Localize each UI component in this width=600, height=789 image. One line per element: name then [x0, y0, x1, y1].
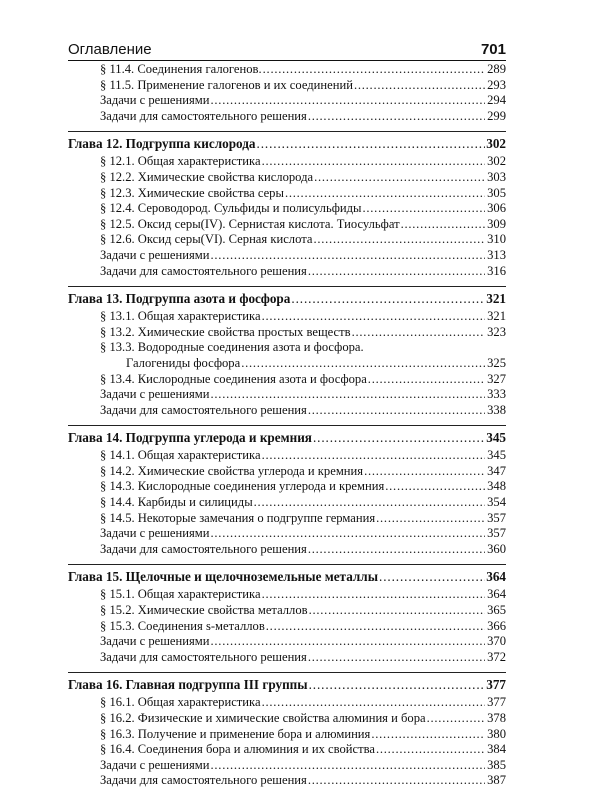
toc-section-entry [68, 448, 506, 464]
toc-entry-page: 333 [487, 387, 506, 402]
toc-entry-label: Глава 16. Главная подгруппа III группы [68, 677, 308, 693]
toc-entry-page: 327 [487, 371, 506, 386]
toc-entry-page: 384 [487, 742, 506, 757]
toc-entry-page: 345 [486, 430, 506, 446]
dot-leader [211, 93, 485, 109]
dot-leader [308, 264, 485, 280]
toc-entry-label: § 13.4. Кислородные соединения азота и фосфора [100, 371, 367, 386]
toc-entry-page: 321 [487, 309, 506, 324]
toc-section-entry [68, 325, 506, 341]
toc-entry-label: Глава 15. Щелочные и щелочноземельные металлы [68, 569, 379, 585]
dot-leader [211, 526, 485, 542]
toc-entry-label: § 12.5. Оксид серы(IV). Сернистая кислота. Тиосульфат [100, 216, 400, 231]
toc-entry-label: § 14.1. Общая характеристика [100, 448, 261, 463]
toc-entry-page: 321 [486, 291, 506, 307]
toc-section-entry [68, 340, 506, 356]
toc-section-entry [68, 201, 506, 217]
toc-entry-label: § 14.3. Кислородные соединения углерода и кремния [100, 479, 385, 494]
toc-entry-page: 293 [487, 77, 506, 92]
toc-section-entry [68, 773, 506, 789]
toc-entry-page: 364 [487, 587, 506, 602]
dot-leader [262, 154, 485, 170]
toc-entry-page: 289 [487, 62, 506, 76]
dot-leader [262, 695, 485, 711]
toc-entry-page: 366 [487, 618, 506, 633]
toc-section-entry [68, 93, 506, 109]
dot-leader [313, 428, 485, 448]
toc-entry-page: 365 [487, 603, 506, 618]
toc-section-entry [68, 356, 506, 372]
dot-leader [313, 232, 485, 248]
toc-entry-page: 302 [486, 136, 506, 152]
toc-entry-label: Задачи для самостоятельного решения [100, 263, 307, 278]
toc-entry-label: § 16.1. Общая характеристика [100, 695, 261, 710]
toc-entry-page: 370 [487, 634, 506, 649]
toc-chapter-entry [68, 564, 506, 587]
toc-entry-label: § 14.2. Химические свойства углерода и кремния [100, 463, 364, 478]
toc-section-entry [68, 170, 506, 186]
toc-entry-page: 303 [487, 169, 506, 184]
toc-section-entry [68, 403, 506, 419]
dot-leader [211, 634, 485, 650]
dot-leader [308, 650, 485, 666]
toc-entry-label: § 15.1. Общая характеристика [100, 587, 261, 602]
toc-entry-label: § 14.5. Некоторые замечания о подгруппе германия [100, 510, 376, 525]
toc-entry-page: 385 [487, 757, 506, 772]
toc-section-entry [68, 372, 506, 388]
dot-leader [262, 587, 485, 603]
toc-entry-page: 302 [487, 154, 506, 169]
toc-entry-label: Глава 12. Подгруппа кислорода [68, 136, 256, 152]
toc-section-entry [68, 309, 506, 325]
toc-entry-page: 325 [487, 355, 506, 370]
toc-entry-label: § 13.1. Общая характеристика [100, 309, 261, 324]
toc-entry-page: 357 [487, 510, 506, 525]
toc-section-entry [68, 542, 506, 558]
header-title: Оглавление [68, 41, 152, 58]
toc-chapter-entry [68, 131, 506, 154]
toc-entry-label: Задачи для самостоятельного решения [100, 108, 307, 123]
toc-section-entry [68, 603, 506, 619]
toc-entry-label: § 16.2. Физические и химические свойства алюминия и бора [100, 711, 426, 725]
toc-entry-page: 345 [487, 448, 506, 463]
toc-entry-page: 294 [487, 93, 506, 108]
dot-leader [257, 134, 485, 154]
dot-leader [266, 619, 485, 635]
toc-entry-label: § 12.2. Химические свойства кислорода [100, 169, 314, 184]
dot-leader [262, 448, 485, 464]
dot-leader [401, 217, 485, 233]
toc-entry-page: 309 [487, 216, 506, 231]
toc-entry-page: 348 [487, 479, 506, 494]
toc-entry-label: § 13.2. Химические свойства простых веществ [100, 324, 351, 339]
toc-section-entry [68, 154, 506, 170]
toc-section-entry [68, 727, 506, 743]
dot-leader [254, 495, 485, 511]
dot-leader [362, 201, 485, 217]
toc-chapter-entry [68, 672, 506, 695]
toc-entry-page: 377 [487, 695, 506, 710]
toc-section-entry [68, 217, 506, 233]
toc-section-entry [68, 387, 506, 403]
toc-section-entry [68, 464, 506, 480]
toc-entry-page: 377 [486, 677, 506, 693]
toc-entry-page: 306 [487, 201, 506, 216]
running-header [68, 36, 506, 61]
toc-entry-page: 372 [487, 649, 506, 664]
toc-entry-label: § 14.4. Карбиды и силициды [100, 495, 253, 510]
toc-entry-page: 354 [487, 495, 506, 510]
toc-entry-label: § 12.1. Общая характеристика [100, 154, 261, 169]
dot-leader [308, 403, 485, 419]
table-of-contents [68, 62, 506, 789]
toc-entry-page: 347 [487, 463, 506, 478]
toc-entry-label: Задачи с решениями [100, 387, 210, 402]
toc-entry-label: Задачи с решениями [100, 634, 210, 649]
toc-entry-page: 305 [487, 185, 506, 200]
toc-entry-label: § 16.4. Соединения бора и алюминия и их свойства [100, 742, 375, 757]
toc-entry-label: § 11.4. Соединения галогенов. [100, 62, 262, 76]
dot-leader [308, 542, 485, 558]
toc-entry-label: Задачи с решениями [100, 93, 210, 108]
dot-leader [285, 186, 485, 202]
dot-leader [308, 773, 485, 789]
toc-section-entry [68, 78, 506, 94]
toc-section-entry [68, 495, 506, 511]
toc-entry-label: Задачи с решениями [100, 757, 210, 772]
toc-section-entry [68, 634, 506, 650]
dot-leader [352, 325, 485, 341]
toc-entry-label: Глава 14. Подгруппа углерода и кремния [68, 430, 312, 446]
toc-chapter-entry [68, 425, 506, 448]
toc-section-entry [68, 650, 506, 666]
toc-section-entry [68, 186, 506, 202]
toc-section-entry [68, 264, 506, 280]
toc-section-entry [68, 619, 506, 635]
toc-entry-page: 299 [487, 108, 506, 123]
dot-leader [376, 511, 485, 527]
dot-leader [309, 675, 485, 695]
toc-entry-label: § 12.4. Сероводород. Сульфиды и полисульфиды [100, 201, 362, 216]
toc-entry-label: Глава 13. Подгруппа азота и фосфора [68, 291, 291, 307]
toc-section-entry [68, 758, 506, 774]
toc-entry-page: 364 [486, 569, 506, 585]
toc-section-entry [68, 109, 506, 125]
toc-section-entry [68, 232, 506, 248]
dot-leader [241, 356, 485, 372]
toc-section-entry [68, 711, 506, 727]
toc-entry-label: Галогениды фосфора [126, 355, 241, 370]
dot-leader [263, 62, 485, 78]
dot-leader [309, 603, 485, 619]
dot-leader [314, 170, 485, 186]
dot-leader [262, 309, 485, 325]
dot-leader [371, 727, 485, 743]
toc-entry-page: 387 [487, 773, 506, 788]
toc-section-entry [68, 587, 506, 603]
toc-section-entry [68, 248, 506, 264]
toc-entry-label: § 15.2. Химические свойства металлов [100, 603, 308, 618]
toc-entry-label: Задачи для самостоятельного решения [100, 773, 307, 788]
toc-entry-label: § 13.3. Водородные соединения азота и фосфора. [100, 340, 364, 355]
dot-leader [379, 567, 485, 587]
toc-entry-page: 310 [487, 232, 506, 247]
dot-leader [427, 711, 485, 727]
toc-entry-label: § 12.3. Химические свойства серы [100, 185, 284, 200]
toc-entry-page: 316 [487, 263, 506, 278]
toc-entry-label: § 12.6. Оксид серы(VI). Серная кислота [100, 232, 313, 247]
toc-section-entry [68, 62, 506, 78]
header-page-number: 701 [480, 41, 506, 58]
toc-section-entry [68, 511, 506, 527]
toc-section-entry [68, 526, 506, 542]
toc-entry-label: Задачи для самостоятельного решения [100, 541, 307, 556]
dot-leader [211, 758, 485, 774]
toc-entry-page: 380 [487, 726, 506, 741]
dot-leader [211, 248, 485, 264]
toc-entry-label: § 16.3. Получение и применение бора и алюминия [100, 726, 371, 741]
dot-leader [291, 289, 485, 309]
toc-entry-page: 323 [487, 324, 506, 339]
toc-entry-page: 357 [487, 526, 506, 541]
toc-entry-label: Задачи для самостоятельного решения [100, 402, 307, 417]
toc-entry-label: Задачи для самостоятельного решения [100, 649, 307, 664]
toc-entry-page: 313 [487, 247, 506, 262]
toc-section-entry [68, 479, 506, 495]
dot-leader [308, 109, 485, 125]
toc-chapter-entry [68, 286, 506, 309]
dot-leader [385, 479, 485, 495]
toc-entry-page: 338 [487, 402, 506, 417]
toc-entry-page: 360 [487, 541, 506, 556]
toc-entry-page: 378 [487, 711, 506, 725]
toc-entry-label: Задачи с решениями [100, 247, 210, 262]
toc-section-entry [68, 695, 506, 711]
toc-entry-label: § 15.3. Соединения s-металлов [100, 618, 265, 633]
dot-leader [364, 464, 485, 480]
dot-leader [368, 372, 485, 388]
toc-entry-label: § 11.5. Применение галогенов и их соединений [100, 77, 353, 92]
dot-leader [211, 387, 485, 403]
dot-leader [354, 78, 485, 94]
toc-entry-label: Задачи с решениями [100, 526, 210, 541]
